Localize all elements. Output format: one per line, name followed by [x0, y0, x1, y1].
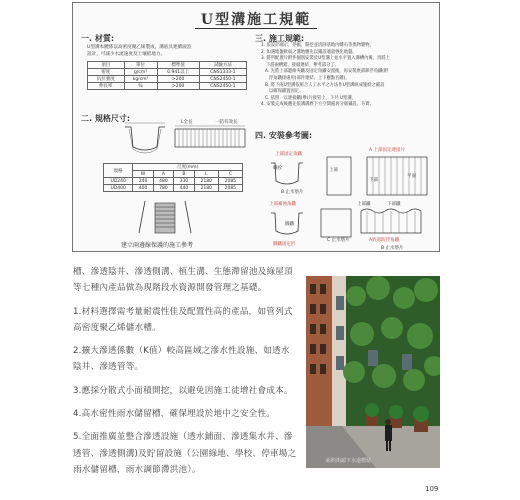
svg-text:螺栓: 螺栓 [273, 166, 282, 171]
trench-installation-drawing [135, 199, 195, 235]
list-item: 1. 依設計圖示，挖掘，開挖並清除基地內雜石等異物雜物。 [261, 43, 374, 48]
materials-desc: U型溝本體係以高密度聚乙烯製成，溝底具連續波浪 設計，可減少水流速度及土壤抵地力。 [87, 45, 192, 57]
materials-table [87, 61, 247, 90]
paragraph: 槽、滲透陰井、滲透側溝、植生溝、生態滯留池及綠屋頂等七種內產品做為現階段水資源開發管理之基礎。 [73, 267, 293, 294]
paragraph: 2.擴大滲透係數（K值）較高區域之滲水性設施、如透水陰井、滲透管等。 [73, 346, 290, 373]
svg-text:上部鐵: 上部鐵 [357, 202, 371, 207]
svg-text:圓鐵固定形: 圓鐵固定形 [273, 242, 296, 247]
svg-text:下部: 下部 [369, 178, 378, 183]
svg-text:A 上部固定連接片: A 上部固定連接片 [369, 148, 406, 153]
street-photo [306, 276, 440, 468]
photo-caption: 紐約街頭下水道標誌 [326, 458, 372, 464]
svg-text:下部鐵: 下部鐵 [387, 202, 401, 207]
svg-text:A底部防浮角鐵: A底部防浮角鐵 [369, 238, 400, 243]
u-channel-drawings [123, 117, 248, 162]
svg-text:L全長: L全長 [181, 120, 193, 125]
svg-text:上部補強角鐵: 上部補強角鐵 [269, 202, 296, 207]
list-item: 3. 將所配置片附件個別安裝於U型溝上並水平置入溝槽內後，再將上 [261, 56, 390, 62]
paragraph: 1.材料選擇需考量耐震性佳及配置性高的產品，如管列式高密度聚乙烯儲水槽。 [73, 306, 293, 333]
table-row: W A B L C [104, 171, 243, 178]
svg-text:上部: 上部 [329, 168, 338, 173]
install-diagram [257, 141, 437, 253]
svg-text:一防有效長: 一防有效長 [215, 120, 238, 125]
svg-text:圖鐵: 圖鐵 [285, 222, 294, 227]
materials-heading: 一. 材質: [81, 34, 115, 43]
list-item: C. 依照一以連接鐵(參)片接管上，下共 U型溝。 [265, 95, 356, 101]
page-number: 109 [425, 485, 439, 493]
dimensions-caption: 建立兩邊線保護的施工參考 [121, 242, 194, 249]
svg-text:B 止水墊片: B 止水墊片 [281, 190, 304, 195]
paragraph: 4.高水密性雨水儲留槽，確保埋設於地中之安全性。 [73, 409, 276, 420]
table-row: 伸長率 % >200 CNS2450-1 [88, 83, 247, 90]
spec-title: U型溝施工規範 [73, 9, 439, 29]
table-row: UD240 240 480 330 2180 2085 [104, 178, 243, 185]
svg-text:平面: 平面 [407, 174, 416, 179]
paragraph: 3.應採分散式小面積開挖，以避免因施工徒增社會成本。 [73, 385, 293, 396]
svg-text:C 止水墊片: C 止水墊片 [327, 238, 350, 243]
list-item: 4. 安裝完成後應先依溝溝底下方空間處再分層鋪設，夯實。 [261, 102, 374, 108]
svg-text:上部固定角鐵: 上部固定角鐵 [275, 152, 302, 157]
list-item: B. 將下兩U型溝依組合人工水平之方法作U型溝組成施紛之鋪設 [265, 82, 385, 88]
install-heading: 四. 安裝參考圖: [255, 131, 313, 140]
table-row: UD400 400 780 440 2180 2085 [104, 185, 243, 192]
construction-heading: 三. 施工規範: [255, 34, 305, 43]
list-item: 2. 如遇地盤軟弱之溝地應先以鋪設適量強化地盤。 [261, 49, 357, 55]
dimensions-table [103, 163, 243, 192]
construction-list [261, 43, 437, 109]
list-item: 浮角鐵接處用)部件連結，上下應點名鏈)。 [269, 75, 350, 81]
table-row: 抗拉強度 kg/cm² >200 CNS2450-1 [88, 76, 247, 83]
dimensions-heading: 二. 規格尺寸: [81, 114, 131, 123]
table-row: 項目 單位 標準值 試驗方法 [88, 62, 247, 69]
list-item: A. 先將上部邊條夾鐵及固定角鐵安置後，再安裝底部卸浮角鐵(附 [265, 69, 389, 75]
table-row: 規格 尺度(mm) [104, 164, 243, 171]
spec-sheet [72, 2, 440, 252]
svg-text:B 止水墊片: B 止水墊片 [381, 246, 404, 251]
table-row: 密度 g/cm³ 0.941以上 CNS1333-1 [88, 69, 247, 76]
list-item: 下游兩槽錯，接縫連結，參考部分了。 [266, 62, 340, 68]
body-text [73, 264, 298, 485]
paragraph: 5.全面推廣並整合滲透設施（透水鋪面、滲透集水井、滲透管、滲透側溝)及貯留設施（公園綠地、學校、停車場之雨水儲留槽，雨水調節滯洪池）。 [73, 432, 297, 475]
list-item: 以確保鋪置固定。 [269, 89, 304, 95]
